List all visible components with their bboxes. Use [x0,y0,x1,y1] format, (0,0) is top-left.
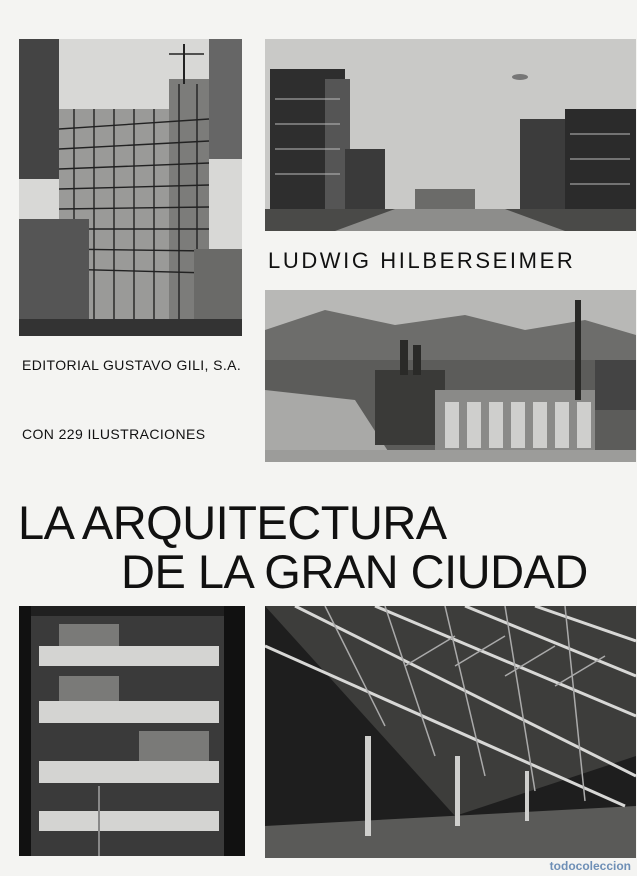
housing-facade-photo [19,606,245,856]
illustrations-note: CON 229 ILUSTRACIONES [22,426,206,442]
watermark: todocoleccion [549,859,631,873]
publisher-name: EDITORIAL GUSTAVO GILI, S.A. [22,357,242,373]
factory-photo [265,290,636,462]
book-title-line-1: LA ARQUITECTURA [18,496,447,549]
street-model-photo [265,39,636,231]
tower-construction-photo [19,39,242,336]
truss-hall-photo [265,606,636,858]
book-title-line-2: DE LA GRAN CIUDAD [121,545,588,598]
author-name: LUDWIG HILBERSEIMER [268,248,576,273]
